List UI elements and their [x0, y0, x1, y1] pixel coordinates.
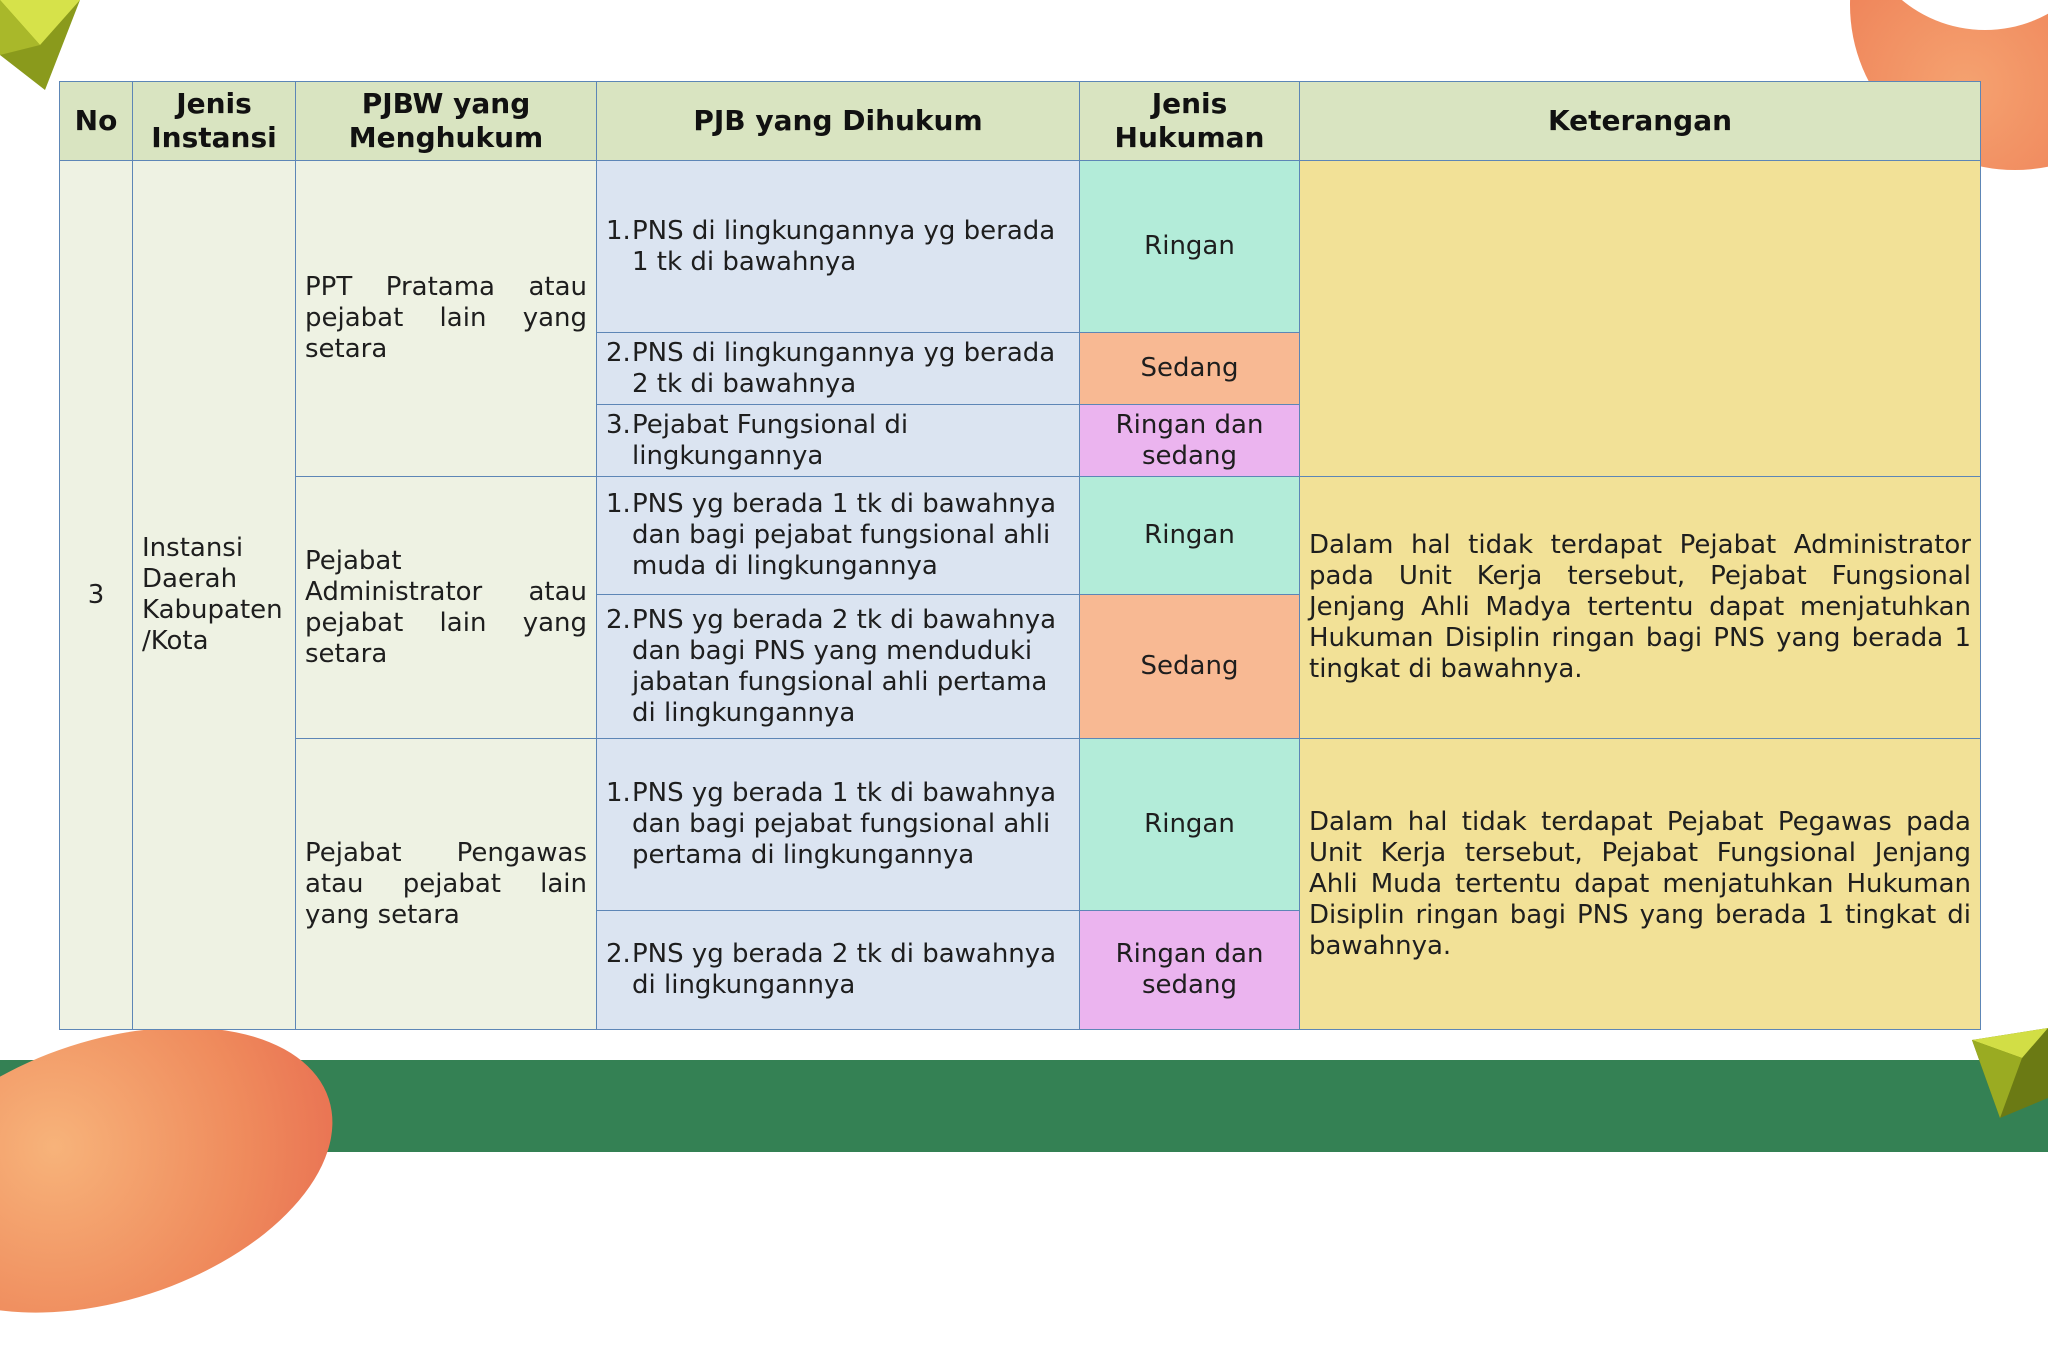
pjb-cell [597, 161, 1080, 333]
jenis-instansi-cell: Instansi Daerah Kabupaten /Kota [133, 161, 296, 1030]
hukuman-cell-sedang: Sedang [1080, 595, 1300, 739]
pjbw-cell-administrator: Pejabat Administrator atau pejabat lain yang setara [296, 477, 597, 739]
hukuman-cell-ringan-dan-sedang: Ringan dan sedang [1080, 405, 1300, 477]
pjb-cell [597, 739, 1080, 911]
hukuman-cell-ringan: Ringan [1080, 477, 1300, 595]
row-number-cell: 3 [60, 161, 133, 1030]
header-jenis-instansi: Jenis Instansi [133, 82, 296, 161]
pjb-text: PNS yg berada 1 tk di bawahnya dan bagi pejabat fungsional ahli pertama di lingkungannya [632, 778, 1057, 870]
keterangan-cell-pengawas: Dalam hal tidak terdapat Pejabat Pegawas pada Unit Kerja tersebut, Pejabat Fungsional Jenjang Ahli Muda tertentu dapat menjatuhkan Hukuman Disiplin ringan bagi PNS yang berada 1 tingkat di bawahnya. [1300, 739, 1981, 1030]
list-number: 1. [606, 778, 631, 808]
header-jenis-hukuman: Jenis Hukuman [1080, 82, 1300, 161]
header-pjb: PJB yang Dihukum [597, 82, 1080, 161]
table-row [60, 477, 1981, 595]
list-number: 1. [606, 489, 631, 519]
list-number: 2. [606, 604, 631, 635]
header-pjbw: PJBW yang Menghukum [296, 82, 597, 161]
hukuman-cell-ringan: Ringan [1080, 161, 1300, 333]
list-number: 1. [606, 215, 631, 246]
table-row [60, 161, 1981, 333]
pjb-cell [597, 477, 1080, 595]
decorative-orange-blob-bottom-left [0, 975, 369, 1364]
pjb-cell [597, 405, 1080, 477]
pjb-text: PNS di lingkungannya yg berada 1 tk di bawahnya [632, 215, 1056, 277]
header-keterangan: Keterangan [1300, 82, 1981, 161]
pjb-text: PNS yg berada 2 tk di bawahnya di lingkungannya [632, 939, 1057, 1000]
hukuman-cell-sedang: Sedang [1080, 333, 1300, 405]
hukuman-cell-ringan-dan-sedang: Ringan dan sedang [1080, 911, 1300, 1030]
pjb-cell [597, 595, 1080, 739]
disciplinary-authority-table [59, 81, 1981, 1030]
pjbw-cell-ppt-pratama: PPT Pratama atau pejabat lain yang setara [296, 161, 597, 477]
list-number: 2. [606, 939, 631, 969]
pjbw-cell-pengawas: Pejabat Pengawas atau pejabat lain yang setara [296, 739, 597, 1030]
decorative-gem-bottom-right [1972, 1028, 2048, 1118]
list-number: 2. [606, 337, 631, 368]
table-row [60, 739, 1981, 911]
keterangan-cell-empty [1300, 161, 1981, 477]
hukuman-cell-ringan: Ringan [1080, 739, 1300, 911]
pjb-text: PNS yg berada 1 tk di bawahnya dan bagi pejabat fungsional ahli muda di lingkungannya [632, 489, 1057, 581]
disciplinary-authority-table-container [59, 81, 1980, 1029]
header-no: No [60, 82, 133, 161]
keterangan-cell-administrator: Dalam hal tidak terdapat Pejabat Administrator pada Unit Kerja tersebut, Pejabat Fungsional Jenjang Ahli Madya tertentu dapat menjatuhkan Hukuman Disiplin ringan bagi PNS yang berada 1 tingkat di bawahnya. [1300, 477, 1981, 739]
pjb-text: PNS di lingkungannya yg berada 2 tk di bawahnya [632, 337, 1056, 399]
pjb-text: PNS yg berada 2 tk di bawahnya dan bagi PNS yang menduduki jabatan fungsional ahli pertama di lingkungannya [632, 604, 1057, 728]
pjb-cell [597, 333, 1080, 405]
pjb-text: Pejabat Fungsional di lingkungannya [632, 409, 909, 471]
list-number: 3. [606, 409, 631, 440]
pjb-cell [597, 911, 1080, 1030]
table-header-row [60, 82, 1981, 161]
decorative-gem-top-left [0, 0, 80, 90]
